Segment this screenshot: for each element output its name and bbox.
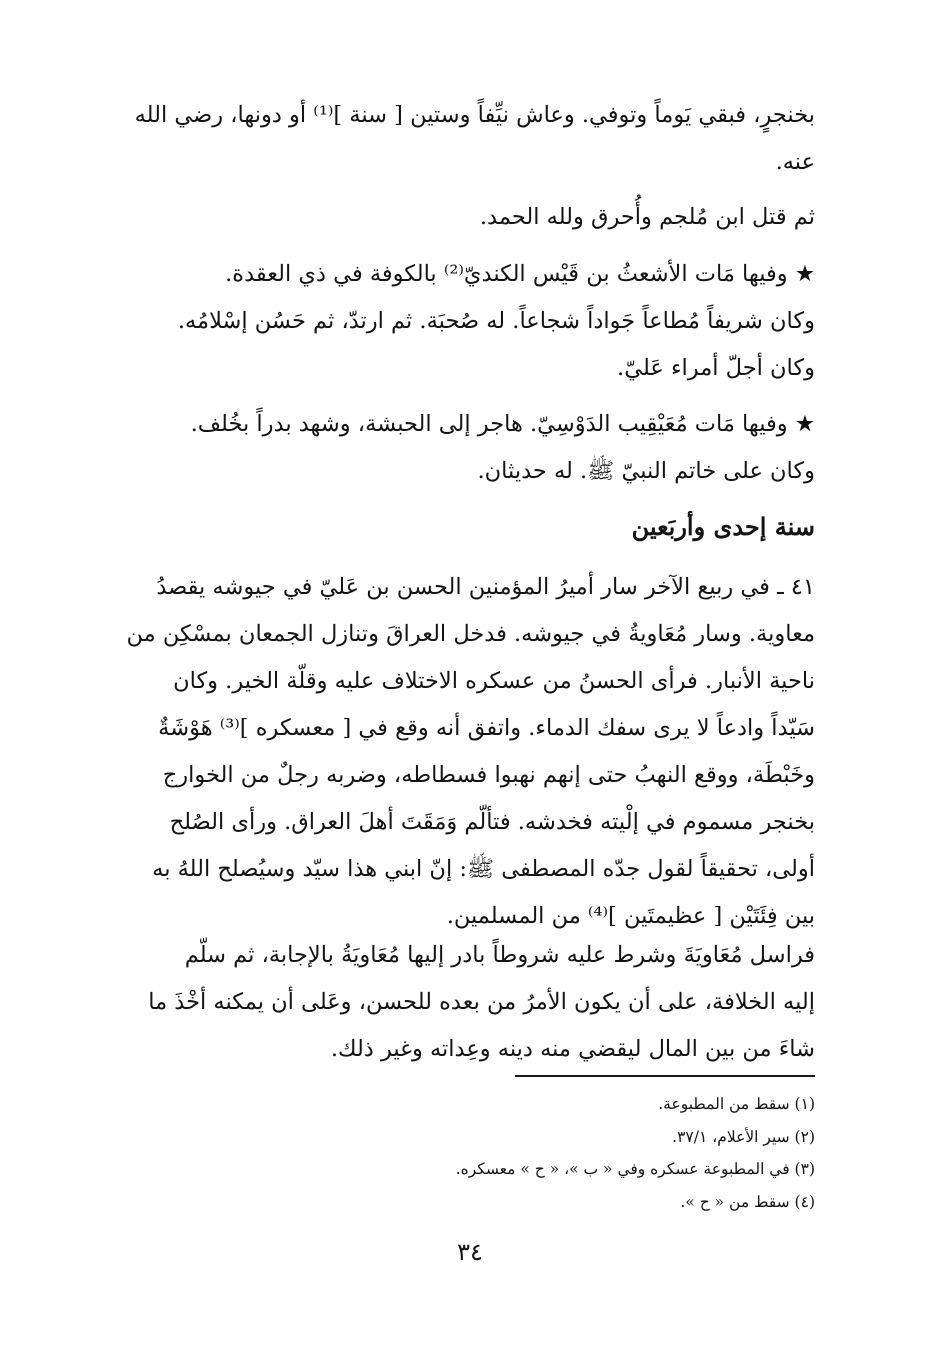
footnote-4: (٤) سقط من « ح ». (680, 1192, 815, 1211)
paragraph-5-line-7: أولى، تحقيقاً لقول جدّه المصطفى ﷺ: إنّ ابني هذا سيّد وسيُصلح اللهُ به (152, 856, 815, 882)
paragraph-3-line-2: وكان شريفاً مُطاعاً جَواداً شجاعاً. له صُحبَة. ثم ارتدّ، ثم حَسُن إسْلامُه. (177, 308, 815, 334)
footnote-1: (١) سقط من المطبوعة. (658, 1095, 815, 1113)
paragraph-5-line-8: بين فِئَتَيْن [ عظيمتَين ]⁽⁴⁾ من المسلمين. (446, 903, 815, 929)
paragraph-3 (118, 251, 815, 392)
paragraph-1-line-2: عنه. (775, 149, 815, 175)
paragraph-6-line-2: إليه الخلافة، على أن يكون الأمرُ من بعده للحسن، وعَلى أن يمكنه أخْذَ ما (148, 989, 815, 1015)
footnote-3: (٣) في المطبوعة عسكره وفي « ب »، « ح » معسكره. (455, 1160, 815, 1178)
paragraph-3-line-3: وكان أجلّ أمراء عَليّ. (617, 355, 815, 381)
footnote-divider (515, 1075, 815, 1077)
paragraph-1 (118, 92, 815, 186)
paragraph-5-line-5: وخَبْطَة، ووقع النهبُ حتى إنهم نهبوا فسطاطه، وضربه رجلٌ من الخوارج (162, 762, 815, 788)
paragraph-5-line-6: بخنجر مسموم في إلْيته فخدشه. فتألّم وَمَقَتَ أهلَ العراق. ورأى الصُلح (169, 809, 815, 835)
paragraph-5-line-4: سَيّداً وادعاً لا يرى سفك الدماء. واتفق أنه وقع في [ معسكره ]⁽³⁾ هَوْشَةٌ (158, 715, 815, 741)
paragraph-2 (118, 194, 815, 241)
paragraph-6-line-1: فراسل مُعَاويَةَ وشرط عليه شروطاً بادر إليها مُعَاويَةُ بالإجابة، ثم سلّم (184, 942, 815, 968)
main-text (118, 0, 815, 1080)
paragraph-5-line-3: ناحية الأنبار. فرأى الحسنُ من عسكره الاختلاف عليه وقلّة الخير. وكان (173, 668, 815, 694)
paragraph-4 (118, 401, 815, 495)
paragraph-4-line-2: وكان على خاتم النبيّ ﷺ. له حديثان. (477, 458, 815, 484)
page-number: ٣٤ (457, 1238, 483, 1266)
section-heading: سنة إحدى وأربَعين (631, 512, 815, 541)
paragraph-4-line-1: ★ وفيها مَات مُعَيْقِيب الدَوْسِيّ. هاجر إلى الحبشة، وشهد بدراً بخُلف. (190, 411, 815, 437)
paragraph-6 (118, 932, 815, 1073)
paragraph-5 (118, 564, 815, 940)
paragraph-5-line-1: ٤١ ـ في ربيع الآخر سار أميرُ المؤمنين الحسن بن عَليّ في جيوشه يقصدُ (156, 574, 815, 600)
paragraph-3-line-1: ★ وفيها مَات الأشعثُ بن قَيْس الكنديّ⁽²⁾ بالكوفة في ذي العقدة. (225, 261, 815, 287)
paragraph-5-line-2: معاوية. وسار مُعَاويةُ في جيوشه. فدخل العراقَ وتنازل الجمعان بمسْكِن من (126, 621, 815, 647)
paragraph-1-line-1: بخنجرٍ، فبقي يَوماً وتوفي. وعاش نيِّفاً وستين [ سنة ]⁽¹⁾ أو دونها، رضي الله (134, 102, 815, 128)
footnote-2: (٢) سير الأعلام، ٣٧/١. (672, 1127, 815, 1146)
footnotes (300, 1088, 815, 1218)
paragraph-2-line-1: ثم قتل ابن مُلجم وأُحرق ولله الحمد. (479, 204, 815, 230)
paragraph-6-line-3: شاءَ من بين المال ليقضي منه دينه وعِداته وغير ذلك. (330, 1036, 815, 1062)
